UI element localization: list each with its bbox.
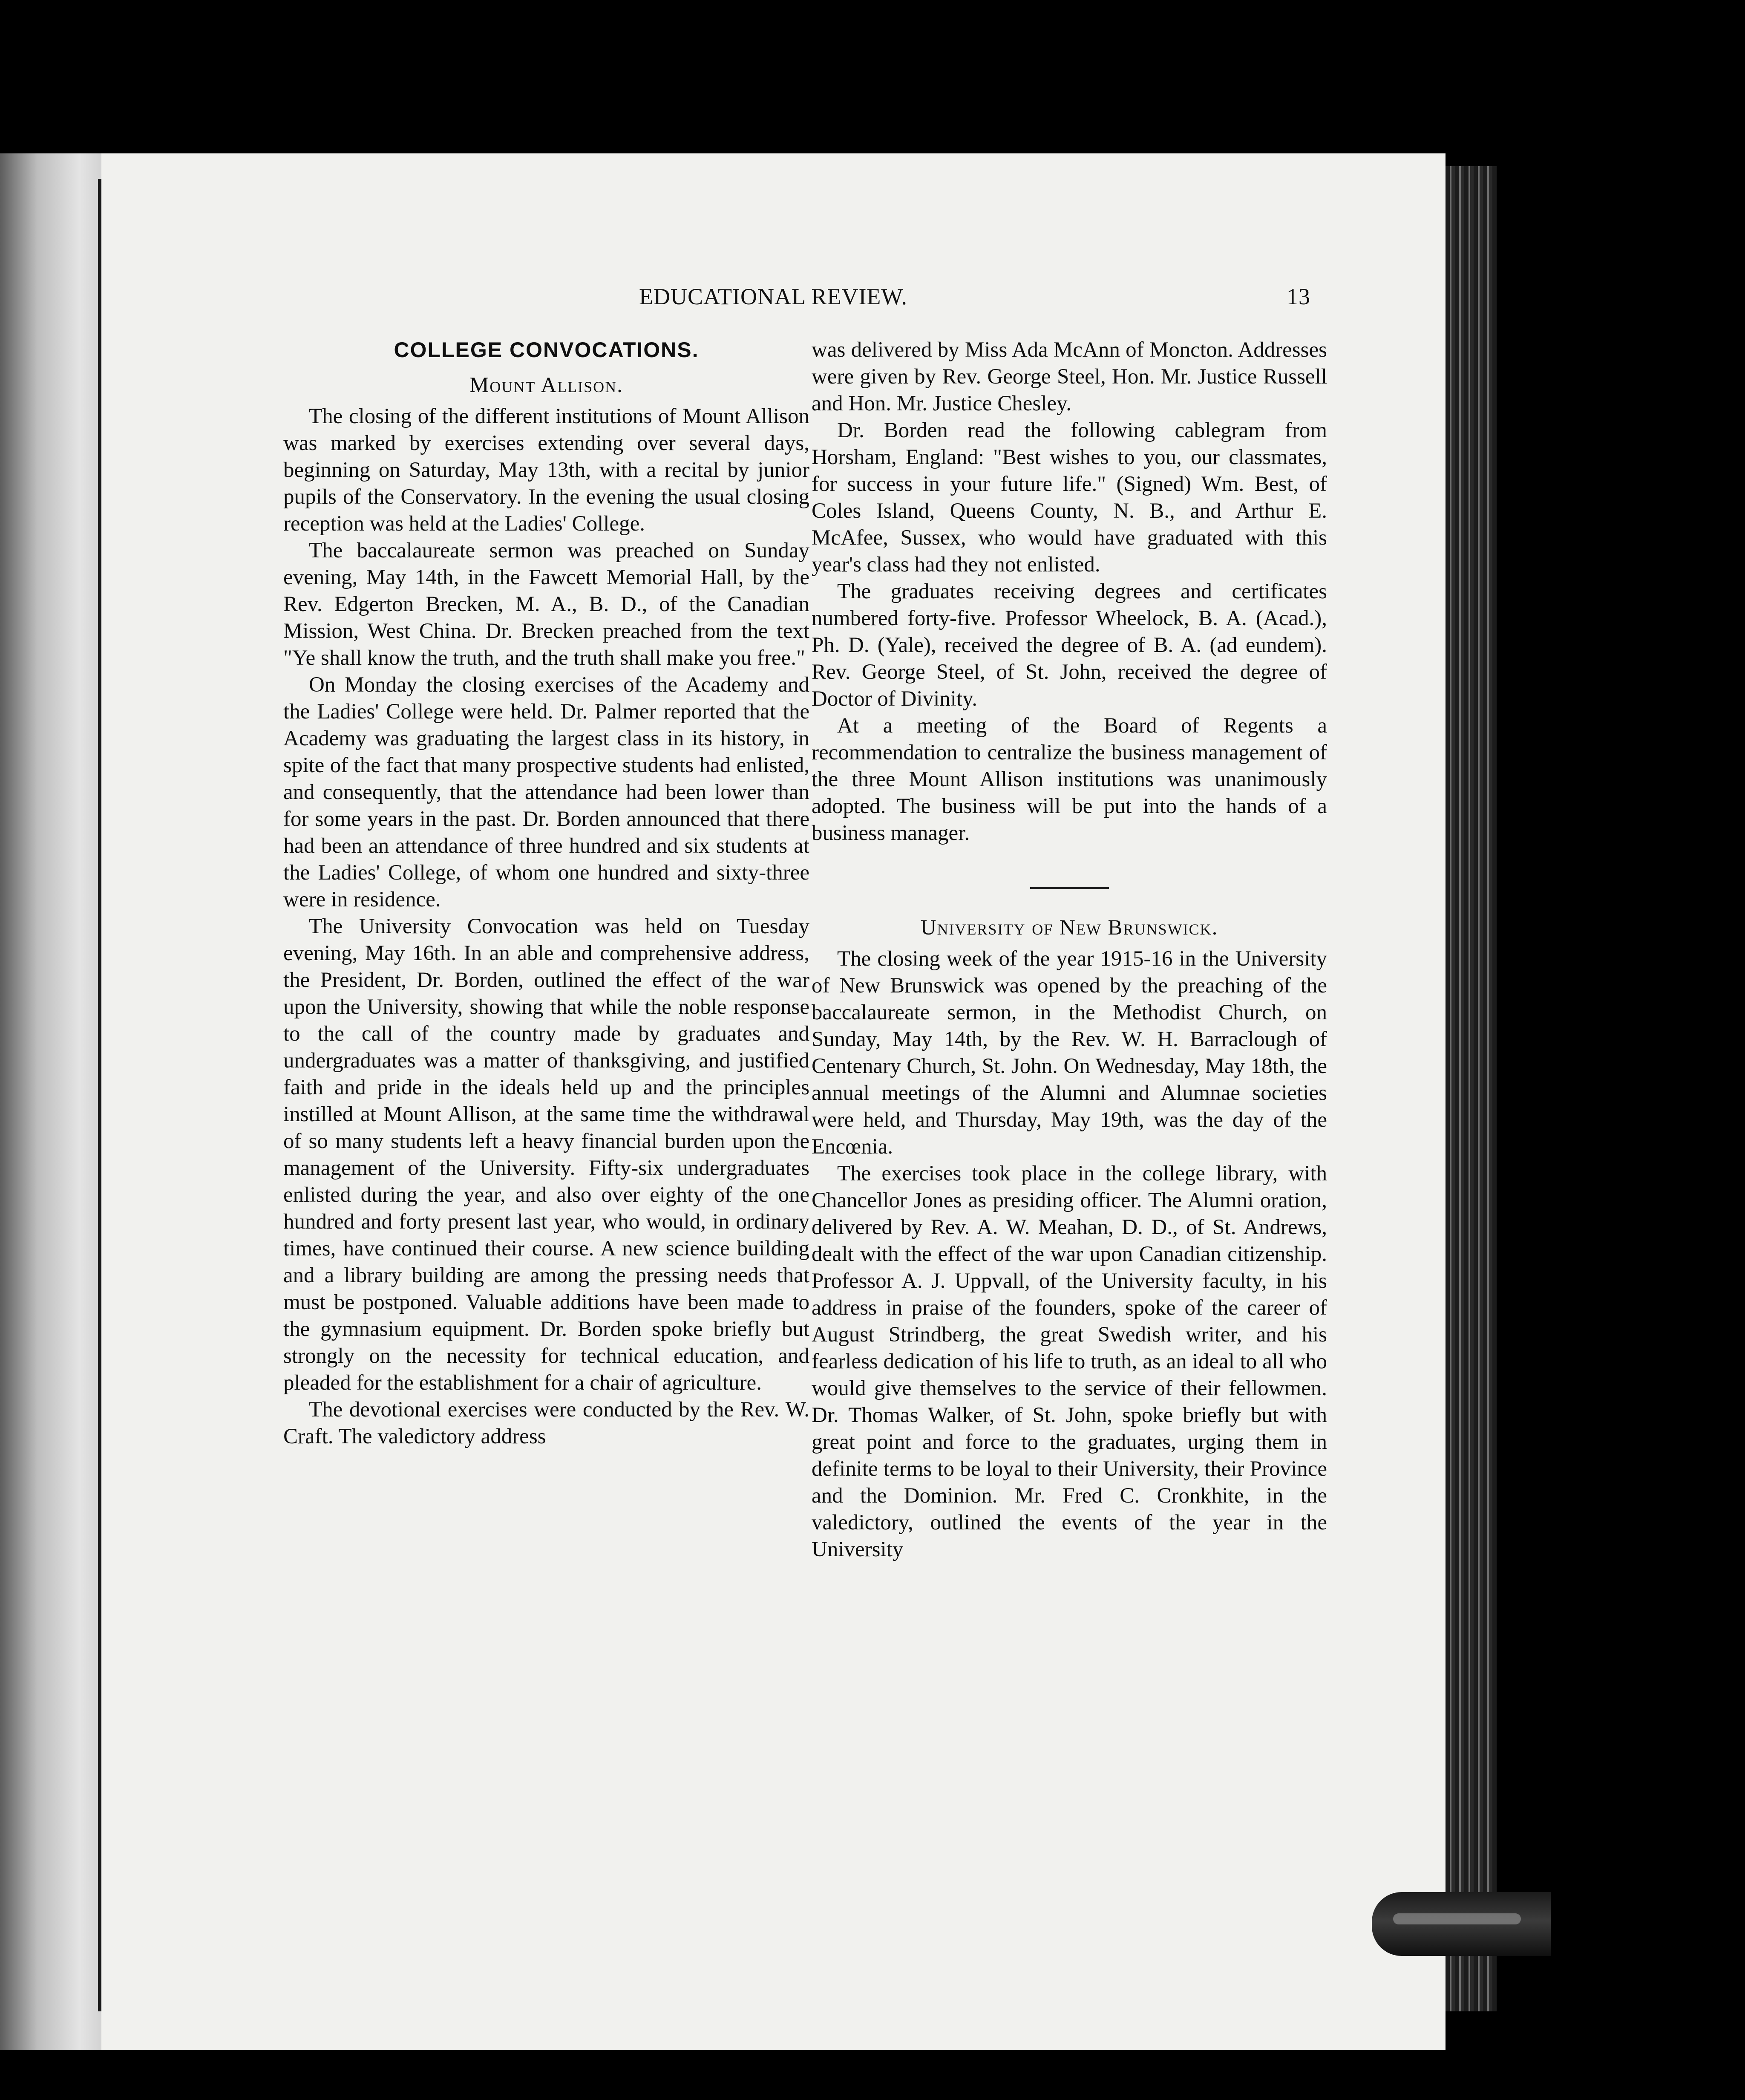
paragraph: The closing week of the year 1915-16 in the University of New Brunswick was opened by the preaching of the baccalaureate sermon, in the Methodist Church, on Sunday, May 14th, by the Rev. W. H. Barraclough of Centenary Church, St. John. On Wednesday, May 18th, the annual meetings of the Alumni and Alumnae societies were held, and Thursday, May 19th, was the day of the Encœnia. <box>812 947 1327 1159</box>
page-number: 13 <box>1287 284 1310 309</box>
paragraph: The exercises took place in the college library, with Chancellor Jones as presiding officer. The Alumni oration, delivered by Rev. A. W. Meahan, D. D., of St. Andrews, dealt with the effect of the war upon Canadian citizenship. Professor A. J. Uppvall, of the University faculty, in his address in praise of the founders, spoke of the career of August Strindberg, the great Swedish writer, and his fearless dedication of his life to truth, as an ideal to all who would give themselves to the service of their fellowmen. Dr. Thomas Walker, of St. John, spoke briefly but with great point and force to the graduates, urging them in definite terms to be loyal to their University, their Province and the Dominion. Mr. Fred C. Cronkhite, in the valedictory, outlined the events of the year in the University <box>812 1162 1327 1561</box>
section-heading: COLLEGE CONVOCATIONS. <box>394 338 699 362</box>
paragraph: At a meeting of the Board of Regents a recommendation to centralize the business management of the three Mount Allison institutions was unanimously adopted. The business will be put into the hands of a business manager. <box>812 714 1327 845</box>
paragraph: The baccalaureate sermon was preached on Sunday evening, May 14th, in the Fawcett Memorial Hall, by the Rev. Edgerton Brecken, M. A., B. D., of the Canadian Mission, West China. Dr. Brecken preached from the text "Ye shall know the truth, and the truth shall make you free." <box>283 539 809 670</box>
binding-gutter <box>98 179 101 2011</box>
paragraph: The closing of the different institutions of Mount Allison was marked by exercises extending over several days, beginning on Saturday, May 13th, with a recital by junior pupils of the Conservatory. In the evening the usual closing reception was held at the Ladies' College. <box>283 404 809 536</box>
paragraph: Dr. Borden read the following cablegram from Horsham, England: "Best wishes to you, our classmates, for success in your future life." (Signed) Wm. Best, of Coles Island, Queens County, N. B., and Arthur E. McAfee, Sussex, who would have graduated with this year's class had they not enlisted. <box>812 418 1327 577</box>
paragraph-continued: was delivered by Miss Ada McAnn of Moncton. Addresses were given by Rev. George Steel, Hon. Mr. Justice Russell and Hon. Mr. Justice Chesley. <box>812 338 1327 415</box>
previous-page-edge <box>0 153 107 2050</box>
stacked-page-edges <box>1446 166 1497 2011</box>
right-column <box>812 337 1327 1563</box>
left-column <box>283 337 809 1450</box>
running-header-title: EDUCATIONAL REVIEW. <box>639 284 907 309</box>
paragraph: The devotional exercises were conducted by the Rev. W. Craft. The valedictory address <box>283 1398 809 1448</box>
paragraph: The graduates receiving degrees and certificates numbered forty-five. Professor Wheelock, B. A. (Acad.), Ph. D. (Yale), received the degree of B. A. (ad eundem). Rev. George Steel, of St. John, received the degree of Doctor of Divinity. <box>812 580 1327 711</box>
section-divider <box>1030 887 1109 889</box>
paragraph: On Monday the closing exercises of the Academy and the Ladies' College were held. Dr. Palmer reported that the Academy was graduating the largest class in its history, in spite of the fact that many prospective students had enlisted, and consequently, that the attendance had been lower than for some years in the past. Dr. Borden announced that there had been an attendance of three hundred and six students at the Ladies' College, of whom one hundred and sixty-three were in residence. <box>283 673 809 912</box>
subheading-mount-allison: Mount Allison. <box>469 373 623 397</box>
paragraph: The University Convocation was held on Tuesday evening, May 16th. In an able and comprehensive address, the President, Dr. Borden, outlined the effect of the war upon the University, showing that while the noble response to the call of the country made by graduates and undergraduates was a matter of thanksgiving, and justified faith and pride in the ideals held up and the principles instilled at Mount Allison, at the same time the withdrawal of so many students left a heavy financial burden upon the management of the University. Fifty-six undergraduates enlisted during the year, and also over eighty of the one hundred and forty present last year, who would, in ordinary times, have continued their course. A new science building and a library building are among the pressing needs that must be postponed. Valuable additions have been made to the gymnasium equipment. Dr. Borden spoke briefly but strongly on the necessity for technical education, and pleaded for the establishment for a chair of agriculture. <box>283 914 809 1395</box>
page-clip-highlight <box>1393 1913 1521 1924</box>
subheading-unb: University of New Brunswick. <box>920 916 1218 940</box>
